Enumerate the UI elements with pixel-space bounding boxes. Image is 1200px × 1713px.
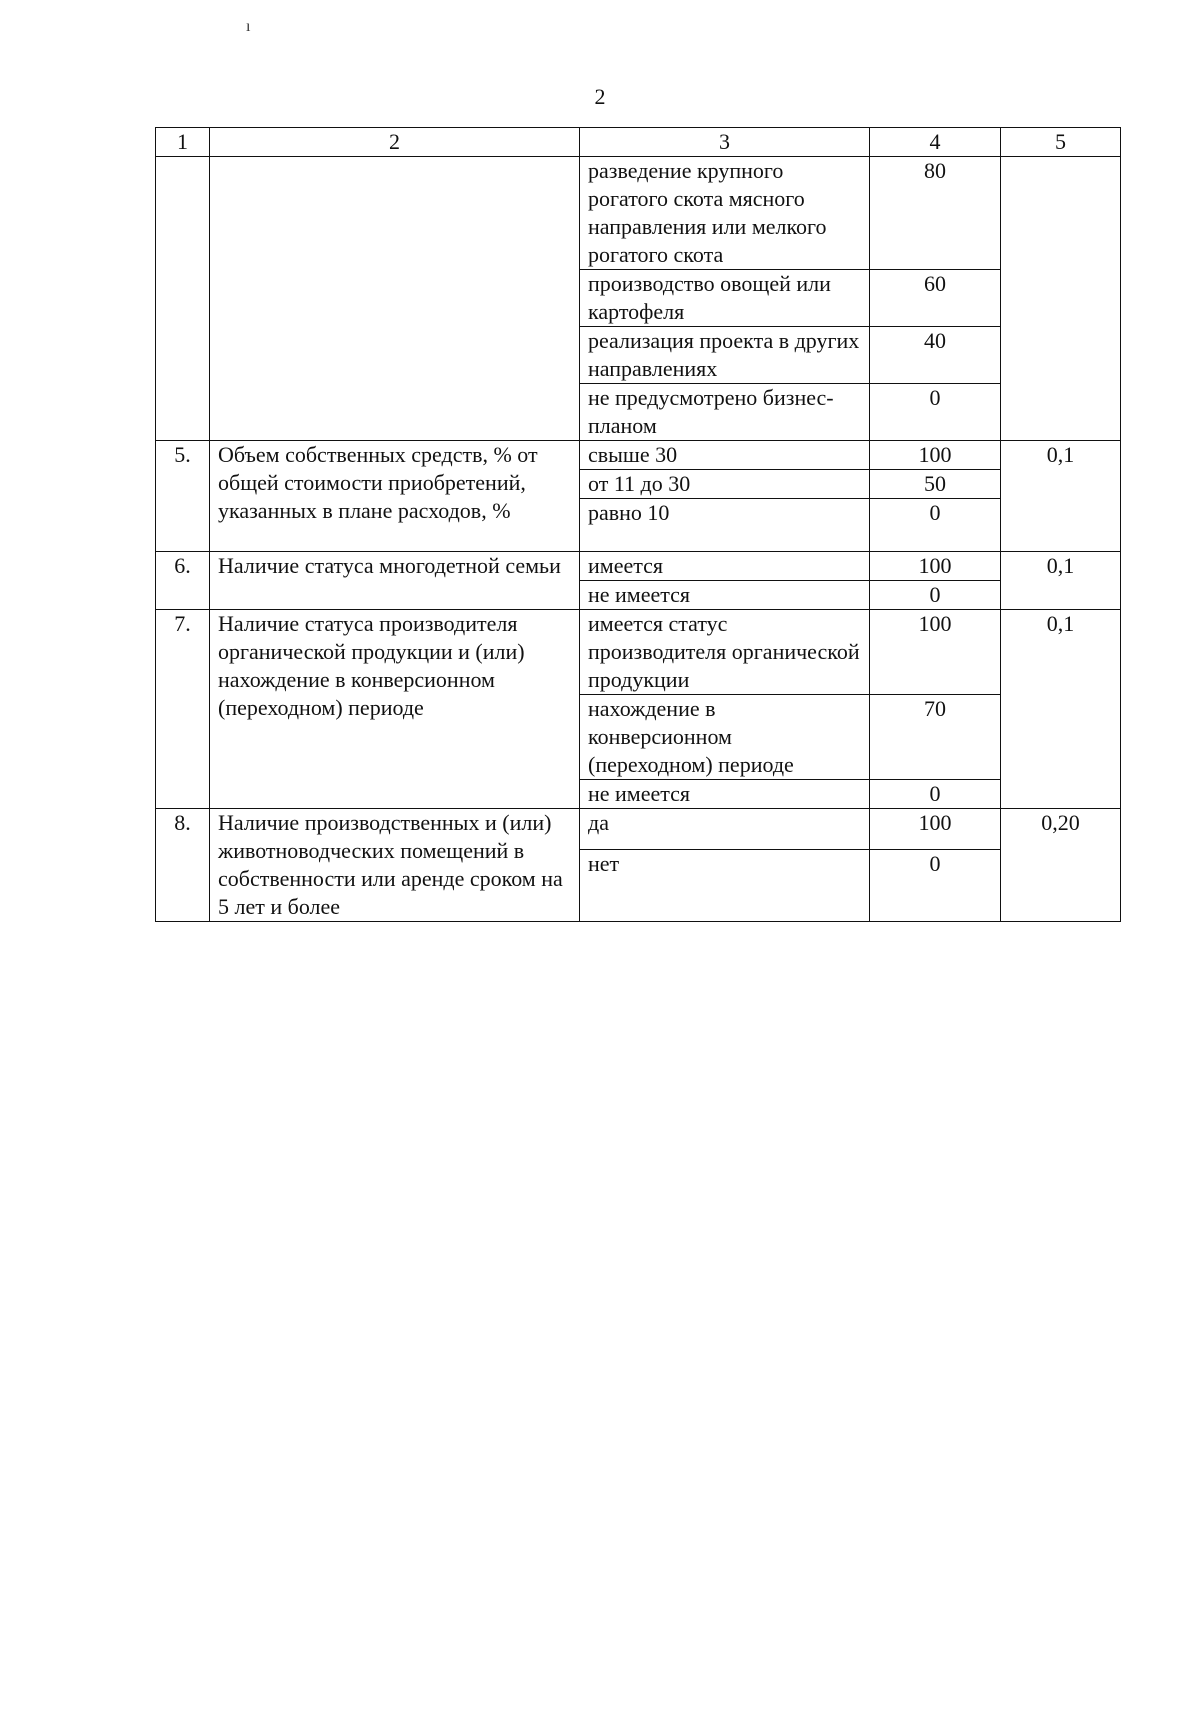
option-score: 100 bbox=[870, 809, 1001, 850]
option-label: разведение крупного рогатого скота мясного направления или мелкого рогатого скота bbox=[580, 157, 870, 270]
table-row bbox=[156, 809, 1121, 850]
num-cell: 7. bbox=[156, 610, 210, 809]
option-score: 0 bbox=[870, 384, 1001, 441]
option-score: 0 bbox=[870, 780, 1001, 809]
option-label: реализация проекта в других направлениях bbox=[580, 327, 870, 384]
header-cell-3: 3 bbox=[580, 128, 870, 157]
criterion-cell: Наличие статуса многодетной семьи bbox=[210, 552, 580, 610]
option-label: нет bbox=[580, 849, 870, 921]
option-label: имеется статус производителя органической продукции bbox=[580, 610, 870, 695]
option-label: не имеется bbox=[580, 581, 870, 610]
criteria-table bbox=[155, 127, 1121, 922]
option-score: 0 bbox=[870, 849, 1001, 921]
option-label: равно 10 bbox=[580, 499, 870, 552]
option-label: свыше 30 bbox=[580, 441, 870, 470]
option-score: 80 bbox=[870, 157, 1001, 270]
num-cell: 5. bbox=[156, 441, 210, 552]
option-label: не предусмотрено бизнес-планом bbox=[580, 384, 870, 441]
weight-cell: 0,1 bbox=[1001, 552, 1121, 610]
option-score: 60 bbox=[870, 270, 1001, 327]
header-cell-2: 2 bbox=[210, 128, 580, 157]
num-cell bbox=[156, 157, 210, 441]
option-label: да bbox=[580, 809, 870, 850]
table-row bbox=[156, 441, 1121, 470]
header-row bbox=[156, 128, 1121, 157]
option-label: производство овощей или картофеля bbox=[580, 270, 870, 327]
option-label: имеется bbox=[580, 552, 870, 581]
option-score: 40 bbox=[870, 327, 1001, 384]
criterion-cell: Наличие статуса производителя органической продукции и (или) нахождение в конверсионном (переходном) периоде bbox=[210, 610, 580, 809]
header-cell-1: 1 bbox=[156, 128, 210, 157]
table-row bbox=[156, 552, 1121, 581]
page-number: 2 bbox=[594, 84, 606, 109]
weight-cell: 0,1 bbox=[1001, 610, 1121, 809]
option-label: от 11 до 30 bbox=[580, 470, 870, 499]
option-score: 100 bbox=[870, 552, 1001, 581]
scan-mark: ı bbox=[246, 18, 251, 35]
criterion-cell: Объем собственных средств, % от общей стоимости приобретений, указанных в плане расходов, % bbox=[210, 441, 580, 552]
header-cell-5: 5 bbox=[1001, 128, 1121, 157]
header-cell-4: 4 bbox=[870, 128, 1001, 157]
option-score: 0 bbox=[870, 499, 1001, 552]
weight-cell: 0,1 bbox=[1001, 441, 1121, 552]
criterion-cell bbox=[210, 157, 580, 441]
num-cell: 6. bbox=[156, 552, 210, 610]
num-cell: 8. bbox=[156, 809, 210, 922]
option-score: 0 bbox=[870, 581, 1001, 610]
table-row bbox=[156, 157, 1121, 270]
table-row bbox=[156, 610, 1121, 695]
option-score: 100 bbox=[870, 441, 1001, 470]
weight-cell: 0,20 bbox=[1001, 809, 1121, 922]
option-label: не имеется bbox=[580, 780, 870, 809]
criterion-cell: Наличие производственных и (или) животноводческих помещений в собственности или аренде сроком на 5 лет и более bbox=[210, 809, 580, 922]
option-label: нахождение в конверсионном (переходном) периоде bbox=[580, 695, 870, 780]
option-score: 70 bbox=[870, 695, 1001, 780]
option-score: 100 bbox=[870, 610, 1001, 695]
option-score: 50 bbox=[870, 470, 1001, 499]
weight-cell bbox=[1001, 157, 1121, 441]
